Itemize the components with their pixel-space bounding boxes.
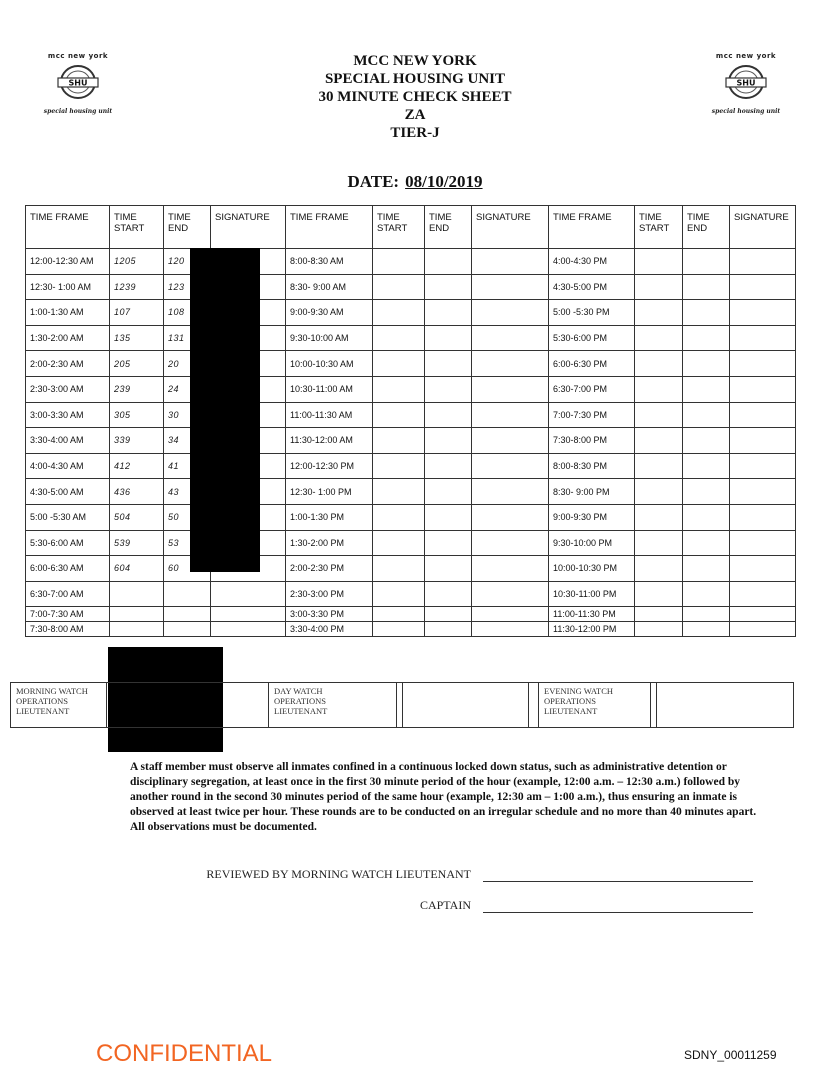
morning-watch-label: MORNING WATCH OPERATIONS LIEUTENANT bbox=[11, 683, 107, 728]
time-end-cell: 50 bbox=[164, 504, 211, 530]
signature-cell bbox=[472, 402, 549, 428]
signature-cell bbox=[472, 581, 549, 607]
observation-policy-notice: A staff member must observe all inmates confined in a continuous locked down status, such as administrative detention or disciplinary segregation, at least once in the first 30 minute period of the hour (example, 12:00 a.m. – 12:30 a.m.) followed by another round in the second 30 minutes period of the same hour (example, 12:30 am – 1:00 a.m.), thus ensuring an inmate is observed at least twice per hour. These rounds are to be conducted on an irregular schedule and no more than 40 minutes apart. All observations must be documented. bbox=[130, 761, 757, 833]
time-frame-cell: 12:30- 1:00 AM bbox=[26, 274, 110, 300]
time-start-cell bbox=[635, 325, 683, 351]
time-frame-cell: 1:30-2:00 PM bbox=[286, 530, 373, 556]
signature-cell bbox=[472, 622, 549, 637]
time-end-cell bbox=[425, 351, 472, 377]
signature-cell bbox=[730, 530, 796, 556]
column-header: TIME END bbox=[425, 206, 472, 249]
bates-number: SDNY_00011259 bbox=[684, 1048, 777, 1062]
time-frame-cell: 2:00-2:30 AM bbox=[26, 351, 110, 377]
time-start-cell bbox=[635, 607, 683, 622]
time-frame-cell: 12:00-12:30 AM bbox=[26, 249, 110, 275]
time-frame-cell: 4:00-4:30 PM bbox=[549, 249, 635, 275]
time-frame-cell: 8:30- 9:00 PM bbox=[549, 479, 635, 505]
time-end-cell: 20 bbox=[164, 351, 211, 377]
time-frame-cell: 2:30-3:00 AM bbox=[26, 376, 110, 402]
table-row bbox=[26, 351, 796, 377]
logo-top-text: mcc new york bbox=[715, 52, 777, 60]
time-end-cell bbox=[164, 607, 211, 622]
signature-cell bbox=[730, 325, 796, 351]
time-start-cell bbox=[110, 622, 164, 637]
header-sheet-title: 30 MINUTE CHECK SHEET bbox=[318, 89, 512, 105]
table-row bbox=[26, 300, 796, 326]
signature-cell bbox=[730, 249, 796, 275]
time-start-cell bbox=[373, 504, 425, 530]
time-frame-cell: 9:00-9:30 AM bbox=[286, 300, 373, 326]
signature-cell bbox=[730, 479, 796, 505]
time-frame-cell: 8:30- 9:00 AM bbox=[286, 274, 373, 300]
lieutenant-review-row bbox=[206, 867, 753, 882]
logo-bottom-text: special housing unit bbox=[711, 108, 781, 115]
evening-watch-spacer bbox=[529, 683, 539, 728]
table-header-row bbox=[26, 206, 796, 249]
time-end-cell bbox=[683, 581, 730, 607]
table-row bbox=[26, 504, 796, 530]
signature-cell bbox=[472, 300, 549, 326]
time-end-cell bbox=[683, 376, 730, 402]
captain-signature-line bbox=[483, 901, 753, 913]
time-frame-cell: 7:00-7:30 AM bbox=[26, 607, 110, 622]
time-frame-cell: 6:00-6:30 AM bbox=[26, 556, 110, 582]
time-end-cell bbox=[425, 300, 472, 326]
time-frame-cell: 4:30-5:00 PM bbox=[549, 274, 635, 300]
logo-bottom-text: special housing unit bbox=[43, 108, 113, 115]
time-start-cell bbox=[373, 607, 425, 622]
time-start-cell bbox=[635, 376, 683, 402]
time-start-cell bbox=[635, 581, 683, 607]
signature-cell bbox=[730, 402, 796, 428]
signature-cell bbox=[472, 274, 549, 300]
table-row bbox=[26, 376, 796, 402]
header-range: ZA bbox=[404, 107, 426, 123]
time-start-cell bbox=[373, 402, 425, 428]
header-unit: SPECIAL HOUSING UNIT bbox=[324, 71, 506, 87]
time-frame-cell: 1:30-2:00 AM bbox=[26, 325, 110, 351]
time-end-cell: 41 bbox=[164, 453, 211, 479]
column-header: SIGNATURE bbox=[730, 206, 796, 249]
time-frame-cell: 7:30-8:00 AM bbox=[26, 622, 110, 637]
column-header: TIME END bbox=[683, 206, 730, 249]
time-start-cell bbox=[635, 622, 683, 637]
column-header: TIME FRAME bbox=[26, 206, 110, 249]
logo-top-text: mcc new york bbox=[47, 52, 109, 60]
table-row bbox=[26, 453, 796, 479]
time-frame-cell: 9:00-9:30 PM bbox=[549, 504, 635, 530]
signature-cell bbox=[211, 622, 286, 637]
time-end-cell: 123 bbox=[164, 274, 211, 300]
column-header: TIME FRAME bbox=[549, 206, 635, 249]
time-frame-cell: 10:30-11:00 PM bbox=[549, 581, 635, 607]
time-start-cell bbox=[635, 249, 683, 275]
signature-cell bbox=[472, 376, 549, 402]
signature-cell bbox=[730, 556, 796, 582]
time-end-cell bbox=[425, 274, 472, 300]
time-start-cell: 339 bbox=[110, 428, 164, 454]
table-row bbox=[26, 479, 796, 505]
column-header: TIME START bbox=[373, 206, 425, 249]
time-frame-cell: 3:00-3:30 AM bbox=[26, 402, 110, 428]
header-tier: TIER-J bbox=[390, 125, 440, 141]
time-start-cell bbox=[373, 249, 425, 275]
time-end-cell bbox=[683, 622, 730, 637]
time-start-cell: 305 bbox=[110, 402, 164, 428]
time-end-cell bbox=[425, 556, 472, 582]
time-frame-cell: 11:30-12:00 AM bbox=[286, 428, 373, 454]
time-end-cell bbox=[683, 607, 730, 622]
table-row bbox=[26, 556, 796, 582]
signature-cell bbox=[730, 376, 796, 402]
shu-seal-icon bbox=[56, 64, 100, 100]
time-end-cell bbox=[683, 428, 730, 454]
signature-cell bbox=[472, 453, 549, 479]
date-value: 08/10/2019 bbox=[405, 172, 483, 191]
captain-review-row bbox=[420, 898, 753, 913]
check-sheet-table bbox=[25, 205, 796, 637]
time-end-cell bbox=[425, 453, 472, 479]
time-end-cell: 30 bbox=[164, 402, 211, 428]
signature-cell bbox=[211, 607, 286, 622]
time-end-cell bbox=[683, 453, 730, 479]
shu-logo-right bbox=[706, 52, 786, 132]
table-row bbox=[26, 325, 796, 351]
time-end-cell: 131 bbox=[164, 325, 211, 351]
evening-watch-label: EVENING WATCH OPERATIONS LIEUTENANT bbox=[539, 683, 651, 728]
table-row bbox=[26, 402, 796, 428]
time-end-cell bbox=[425, 622, 472, 637]
signature-cell bbox=[730, 300, 796, 326]
time-frame-cell: 2:30-3:00 PM bbox=[286, 581, 373, 607]
time-frame-cell: 2:00-2:30 PM bbox=[286, 556, 373, 582]
time-frame-cell: 3:30-4:00 AM bbox=[26, 428, 110, 454]
time-frame-cell: 9:30-10:00 AM bbox=[286, 325, 373, 351]
table-row bbox=[26, 581, 796, 607]
date-line bbox=[300, 172, 530, 192]
time-frame-cell: 8:00-8:30 PM bbox=[549, 453, 635, 479]
time-start-cell bbox=[373, 556, 425, 582]
time-start-cell bbox=[635, 428, 683, 454]
time-frame-cell: 3:30-4:00 PM bbox=[286, 622, 373, 637]
time-frame-cell: 5:00 -5:30 PM bbox=[549, 300, 635, 326]
time-start-cell bbox=[635, 530, 683, 556]
time-end-cell bbox=[425, 325, 472, 351]
time-frame-cell: 7:30-8:00 PM bbox=[549, 428, 635, 454]
morning-watch-signature bbox=[107, 683, 269, 728]
signature-cell bbox=[730, 428, 796, 454]
signature-cell bbox=[472, 530, 549, 556]
time-end-cell bbox=[683, 530, 730, 556]
time-end-cell bbox=[425, 581, 472, 607]
time-start-cell: 205 bbox=[110, 351, 164, 377]
shu-seal-icon bbox=[724, 64, 768, 100]
seal-text: SHU bbox=[736, 78, 756, 88]
table-row bbox=[26, 274, 796, 300]
column-header: TIME END bbox=[164, 206, 211, 249]
lieutenant-review-label: REVIEWED BY MORNING WATCH LIEUTENANT bbox=[206, 867, 471, 881]
time-start-cell bbox=[373, 479, 425, 505]
time-start-cell: 239 bbox=[110, 376, 164, 402]
time-end-cell bbox=[425, 376, 472, 402]
time-frame-cell: 4:00-4:30 AM bbox=[26, 453, 110, 479]
time-frame-cell: 1:00-1:30 AM bbox=[26, 300, 110, 326]
time-start-cell bbox=[373, 274, 425, 300]
time-start-cell: 436 bbox=[110, 479, 164, 505]
time-end-cell: 34 bbox=[164, 428, 211, 454]
signature-cell bbox=[472, 607, 549, 622]
time-start-cell bbox=[635, 300, 683, 326]
signature-cell bbox=[730, 622, 796, 637]
signature-cell bbox=[730, 351, 796, 377]
time-end-cell bbox=[683, 556, 730, 582]
time-start-cell bbox=[373, 622, 425, 637]
time-end-cell: 53 bbox=[164, 530, 211, 556]
time-start-cell bbox=[110, 607, 164, 622]
time-frame-cell: 10:30-11:00 AM bbox=[286, 376, 373, 402]
signature-cell bbox=[730, 504, 796, 530]
time-start-cell bbox=[373, 300, 425, 326]
time-start-cell bbox=[635, 556, 683, 582]
time-frame-cell: 7:00-7:30 PM bbox=[549, 402, 635, 428]
time-frame-cell: 11:00-11:30 AM bbox=[286, 402, 373, 428]
signature-cell bbox=[730, 607, 796, 622]
table-row bbox=[26, 249, 796, 275]
time-start-cell bbox=[373, 530, 425, 556]
table-body bbox=[26, 249, 796, 637]
signature-cell bbox=[472, 504, 549, 530]
column-header: SIGNATURE bbox=[472, 206, 549, 249]
time-start-cell bbox=[373, 351, 425, 377]
signature-cell bbox=[472, 325, 549, 351]
signature-cell bbox=[472, 249, 549, 275]
time-end-cell: 120 bbox=[164, 249, 211, 275]
document-header bbox=[280, 52, 550, 142]
signature-cell bbox=[730, 274, 796, 300]
signature-cell bbox=[730, 581, 796, 607]
time-start-cell bbox=[373, 581, 425, 607]
captain-review-label: CAPTAIN bbox=[419, 898, 471, 912]
time-frame-cell: 3:00-3:30 PM bbox=[286, 607, 373, 622]
day-watch-label: DAY WATCH OPERATIONS LIEUTENANT bbox=[269, 683, 397, 728]
time-end-cell bbox=[425, 479, 472, 505]
time-frame-cell: 8:00-8:30 AM bbox=[286, 249, 373, 275]
column-header: TIME START bbox=[110, 206, 164, 249]
table-row bbox=[26, 530, 796, 556]
column-header: TIME START bbox=[635, 206, 683, 249]
time-start-cell bbox=[110, 581, 164, 607]
signature-cell bbox=[211, 581, 286, 607]
time-end-cell bbox=[683, 351, 730, 377]
seal-text: SHU bbox=[68, 78, 88, 88]
time-end-cell bbox=[425, 530, 472, 556]
time-start-cell: 539 bbox=[110, 530, 164, 556]
time-end-cell bbox=[683, 274, 730, 300]
time-end-cell bbox=[425, 504, 472, 530]
time-start-cell: 504 bbox=[110, 504, 164, 530]
time-end-cell bbox=[425, 428, 472, 454]
time-start-cell bbox=[635, 351, 683, 377]
time-start-cell bbox=[635, 479, 683, 505]
time-start-cell: 412 bbox=[110, 453, 164, 479]
header-facility: MCC NEW YORK bbox=[353, 53, 477, 69]
time-start-cell bbox=[635, 504, 683, 530]
time-start-cell bbox=[373, 453, 425, 479]
column-header: SIGNATURE bbox=[211, 206, 286, 249]
time-start-cell: 135 bbox=[110, 325, 164, 351]
time-end-cell bbox=[683, 300, 730, 326]
time-end-cell bbox=[683, 249, 730, 275]
lieutenant-signature-line bbox=[483, 870, 753, 882]
time-start-cell bbox=[635, 402, 683, 428]
time-end-cell bbox=[164, 581, 211, 607]
time-end-cell bbox=[425, 402, 472, 428]
signature-cell bbox=[730, 453, 796, 479]
signature-cell bbox=[472, 479, 549, 505]
table-row bbox=[26, 622, 796, 637]
redaction-block bbox=[190, 248, 260, 572]
time-frame-cell: 10:00-10:30 PM bbox=[549, 556, 635, 582]
time-end-cell bbox=[683, 504, 730, 530]
time-start-cell: 604 bbox=[110, 556, 164, 582]
time-frame-cell: 6:30-7:00 PM bbox=[549, 376, 635, 402]
signature-cell bbox=[472, 556, 549, 582]
time-frame-cell: 4:30-5:00 AM bbox=[26, 479, 110, 505]
table-row bbox=[26, 607, 796, 622]
time-start-cell bbox=[635, 274, 683, 300]
evening-watch-signature bbox=[657, 683, 794, 728]
time-end-cell bbox=[683, 402, 730, 428]
time-end-cell: 43 bbox=[164, 479, 211, 505]
day-watch-signature bbox=[403, 683, 529, 728]
time-frame-cell: 9:30-10:00 PM bbox=[549, 530, 635, 556]
time-start-cell: 1239 bbox=[110, 274, 164, 300]
column-header: TIME FRAME bbox=[286, 206, 373, 249]
time-end-cell bbox=[683, 325, 730, 351]
time-end-cell: 108 bbox=[164, 300, 211, 326]
time-frame-cell: 12:30- 1:00 PM bbox=[286, 479, 373, 505]
time-start-cell bbox=[635, 453, 683, 479]
time-end-cell: 60 bbox=[164, 556, 211, 582]
time-start-cell bbox=[373, 325, 425, 351]
time-start-cell bbox=[373, 428, 425, 454]
time-frame-cell: 10:00-10:30 AM bbox=[286, 351, 373, 377]
time-frame-cell: 6:00-6:30 PM bbox=[549, 351, 635, 377]
time-frame-cell: 5:00 -5:30 AM bbox=[26, 504, 110, 530]
time-end-cell: 24 bbox=[164, 376, 211, 402]
time-frame-cell: 12:00-12:30 PM bbox=[286, 453, 373, 479]
time-frame-cell: 1:00-1:30 PM bbox=[286, 504, 373, 530]
time-end-cell bbox=[164, 622, 211, 637]
time-end-cell bbox=[425, 607, 472, 622]
time-start-cell bbox=[373, 376, 425, 402]
time-frame-cell: 5:30-6:00 AM bbox=[26, 530, 110, 556]
date-label: DATE: bbox=[347, 172, 400, 191]
time-frame-cell: 6:30-7:00 AM bbox=[26, 581, 110, 607]
time-frame-cell: 11:00-11:30 PM bbox=[549, 607, 635, 622]
time-end-cell bbox=[425, 249, 472, 275]
time-frame-cell: 5:30-6:00 PM bbox=[549, 325, 635, 351]
time-frame-cell: 11:30-12:00 PM bbox=[549, 622, 635, 637]
table-row bbox=[26, 428, 796, 454]
watch-lieutenant-table bbox=[10, 682, 794, 728]
signature-cell bbox=[472, 428, 549, 454]
confidential-stamp: CONFIDENTIAL bbox=[96, 1040, 273, 1067]
time-end-cell bbox=[683, 479, 730, 505]
shu-logo-left bbox=[38, 52, 118, 132]
time-start-cell: 1205 bbox=[110, 249, 164, 275]
time-start-cell: 107 bbox=[110, 300, 164, 326]
signature-cell bbox=[472, 351, 549, 377]
